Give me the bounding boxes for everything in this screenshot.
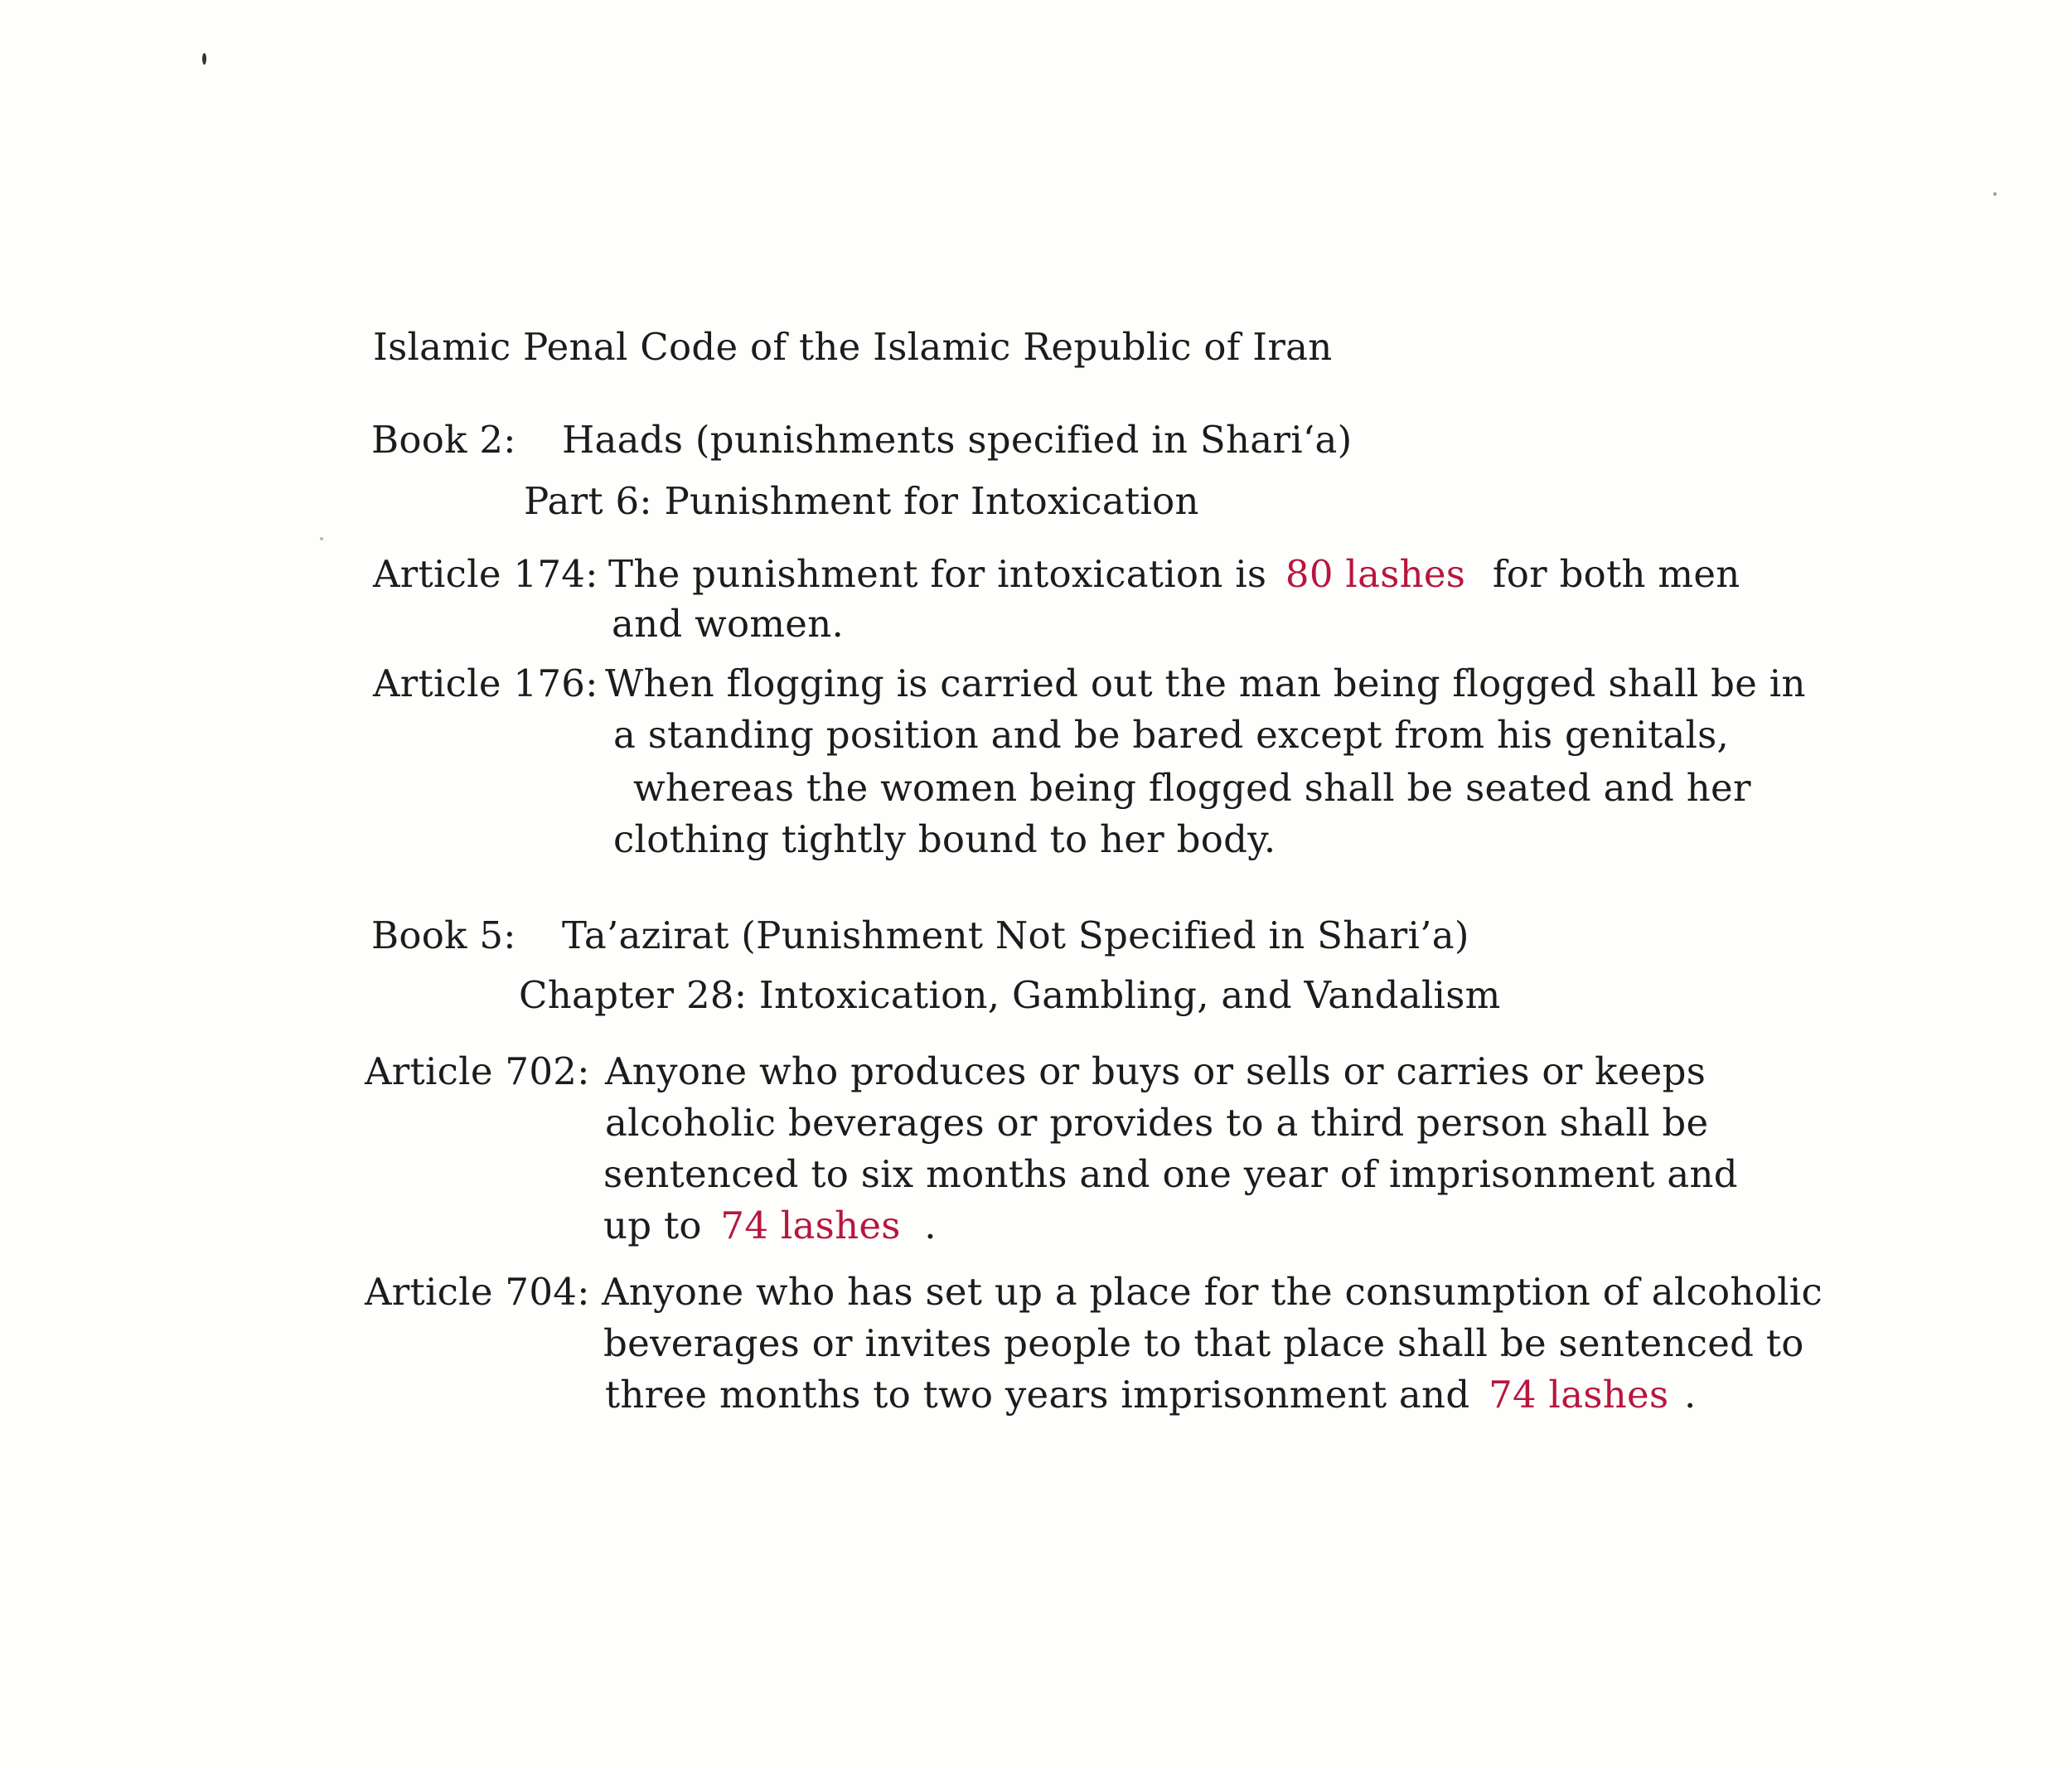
book-2-heading: Book 2: <box>371 418 516 462</box>
scan-speck <box>320 537 323 540</box>
article-176-label: Article 176: <box>373 661 598 705</box>
article-text: The punishment for intoxication is <box>608 552 1267 596</box>
article-176-line-4: clothing tightly bound to her body. <box>613 817 1276 861</box>
article-702-line-1: Anyone who produces or buys or sells or carries or keeps <box>605 1049 1706 1093</box>
document-title: Islamic Penal Code of the Islamic Republic of Iran <box>373 325 1333 369</box>
chapter-28-heading: Chapter 28: Intoxication, Gambling, and Vandalism <box>519 973 1501 1017</box>
article-704-line-3 <box>605 1373 1697 1417</box>
scan-speck <box>1993 192 1997 196</box>
lashes-highlight: 74 lashes <box>1489 1373 1669 1417</box>
article-text: up to <box>603 1204 702 1247</box>
book-2-name: Haads (punishments specified in Shari‘a) <box>562 418 1353 462</box>
article-702-line-2: alcoholic beverages or provides to a third person shall be <box>605 1101 1709 1145</box>
book-5-heading: Book 5: <box>371 913 516 957</box>
article-704-line-2: beverages or invites people to that place shall be sentenced to <box>603 1321 1804 1365</box>
article-174-line-2: and women. <box>612 602 845 646</box>
article-text: . <box>924 1204 937 1247</box>
article-704-label: Article 704: <box>365 1270 590 1314</box>
lashes-highlight: 80 lashes <box>1285 552 1466 596</box>
article-176-line-3: whereas the women being flogged shall be seated and her <box>633 766 1751 810</box>
part-6-heading: Part 6: Punishment for Intoxication <box>524 479 1199 523</box>
article-702-line-4 <box>603 1204 937 1247</box>
lashes-highlight: 74 lashes <box>720 1204 901 1247</box>
scan-speck <box>202 53 206 65</box>
article-text: three months to two years imprisonment and <box>605 1373 1470 1417</box>
article-176-line-2: a standing position and be bared except from his genitals, <box>613 713 1730 757</box>
article-704-line-1: Anyone who has set up a place for the consumption of alcoholic <box>602 1270 1823 1314</box>
article-176-line-1: When flogging is carried out the man being flogged shall be in <box>605 661 1806 705</box>
article-702-label: Article 702: <box>365 1049 590 1093</box>
article-174-label: Article 174: <box>373 552 598 596</box>
book-5-name: Ta’azirat (Punishment Not Specified in Shari’a) <box>562 913 1469 957</box>
article-text: . <box>1683 1373 1697 1417</box>
article-174-line-1 <box>608 552 1740 596</box>
article-text: for both men <box>1492 552 1740 596</box>
article-702-line-3: sentenced to six months and one year of imprisonment and <box>603 1152 1738 1196</box>
